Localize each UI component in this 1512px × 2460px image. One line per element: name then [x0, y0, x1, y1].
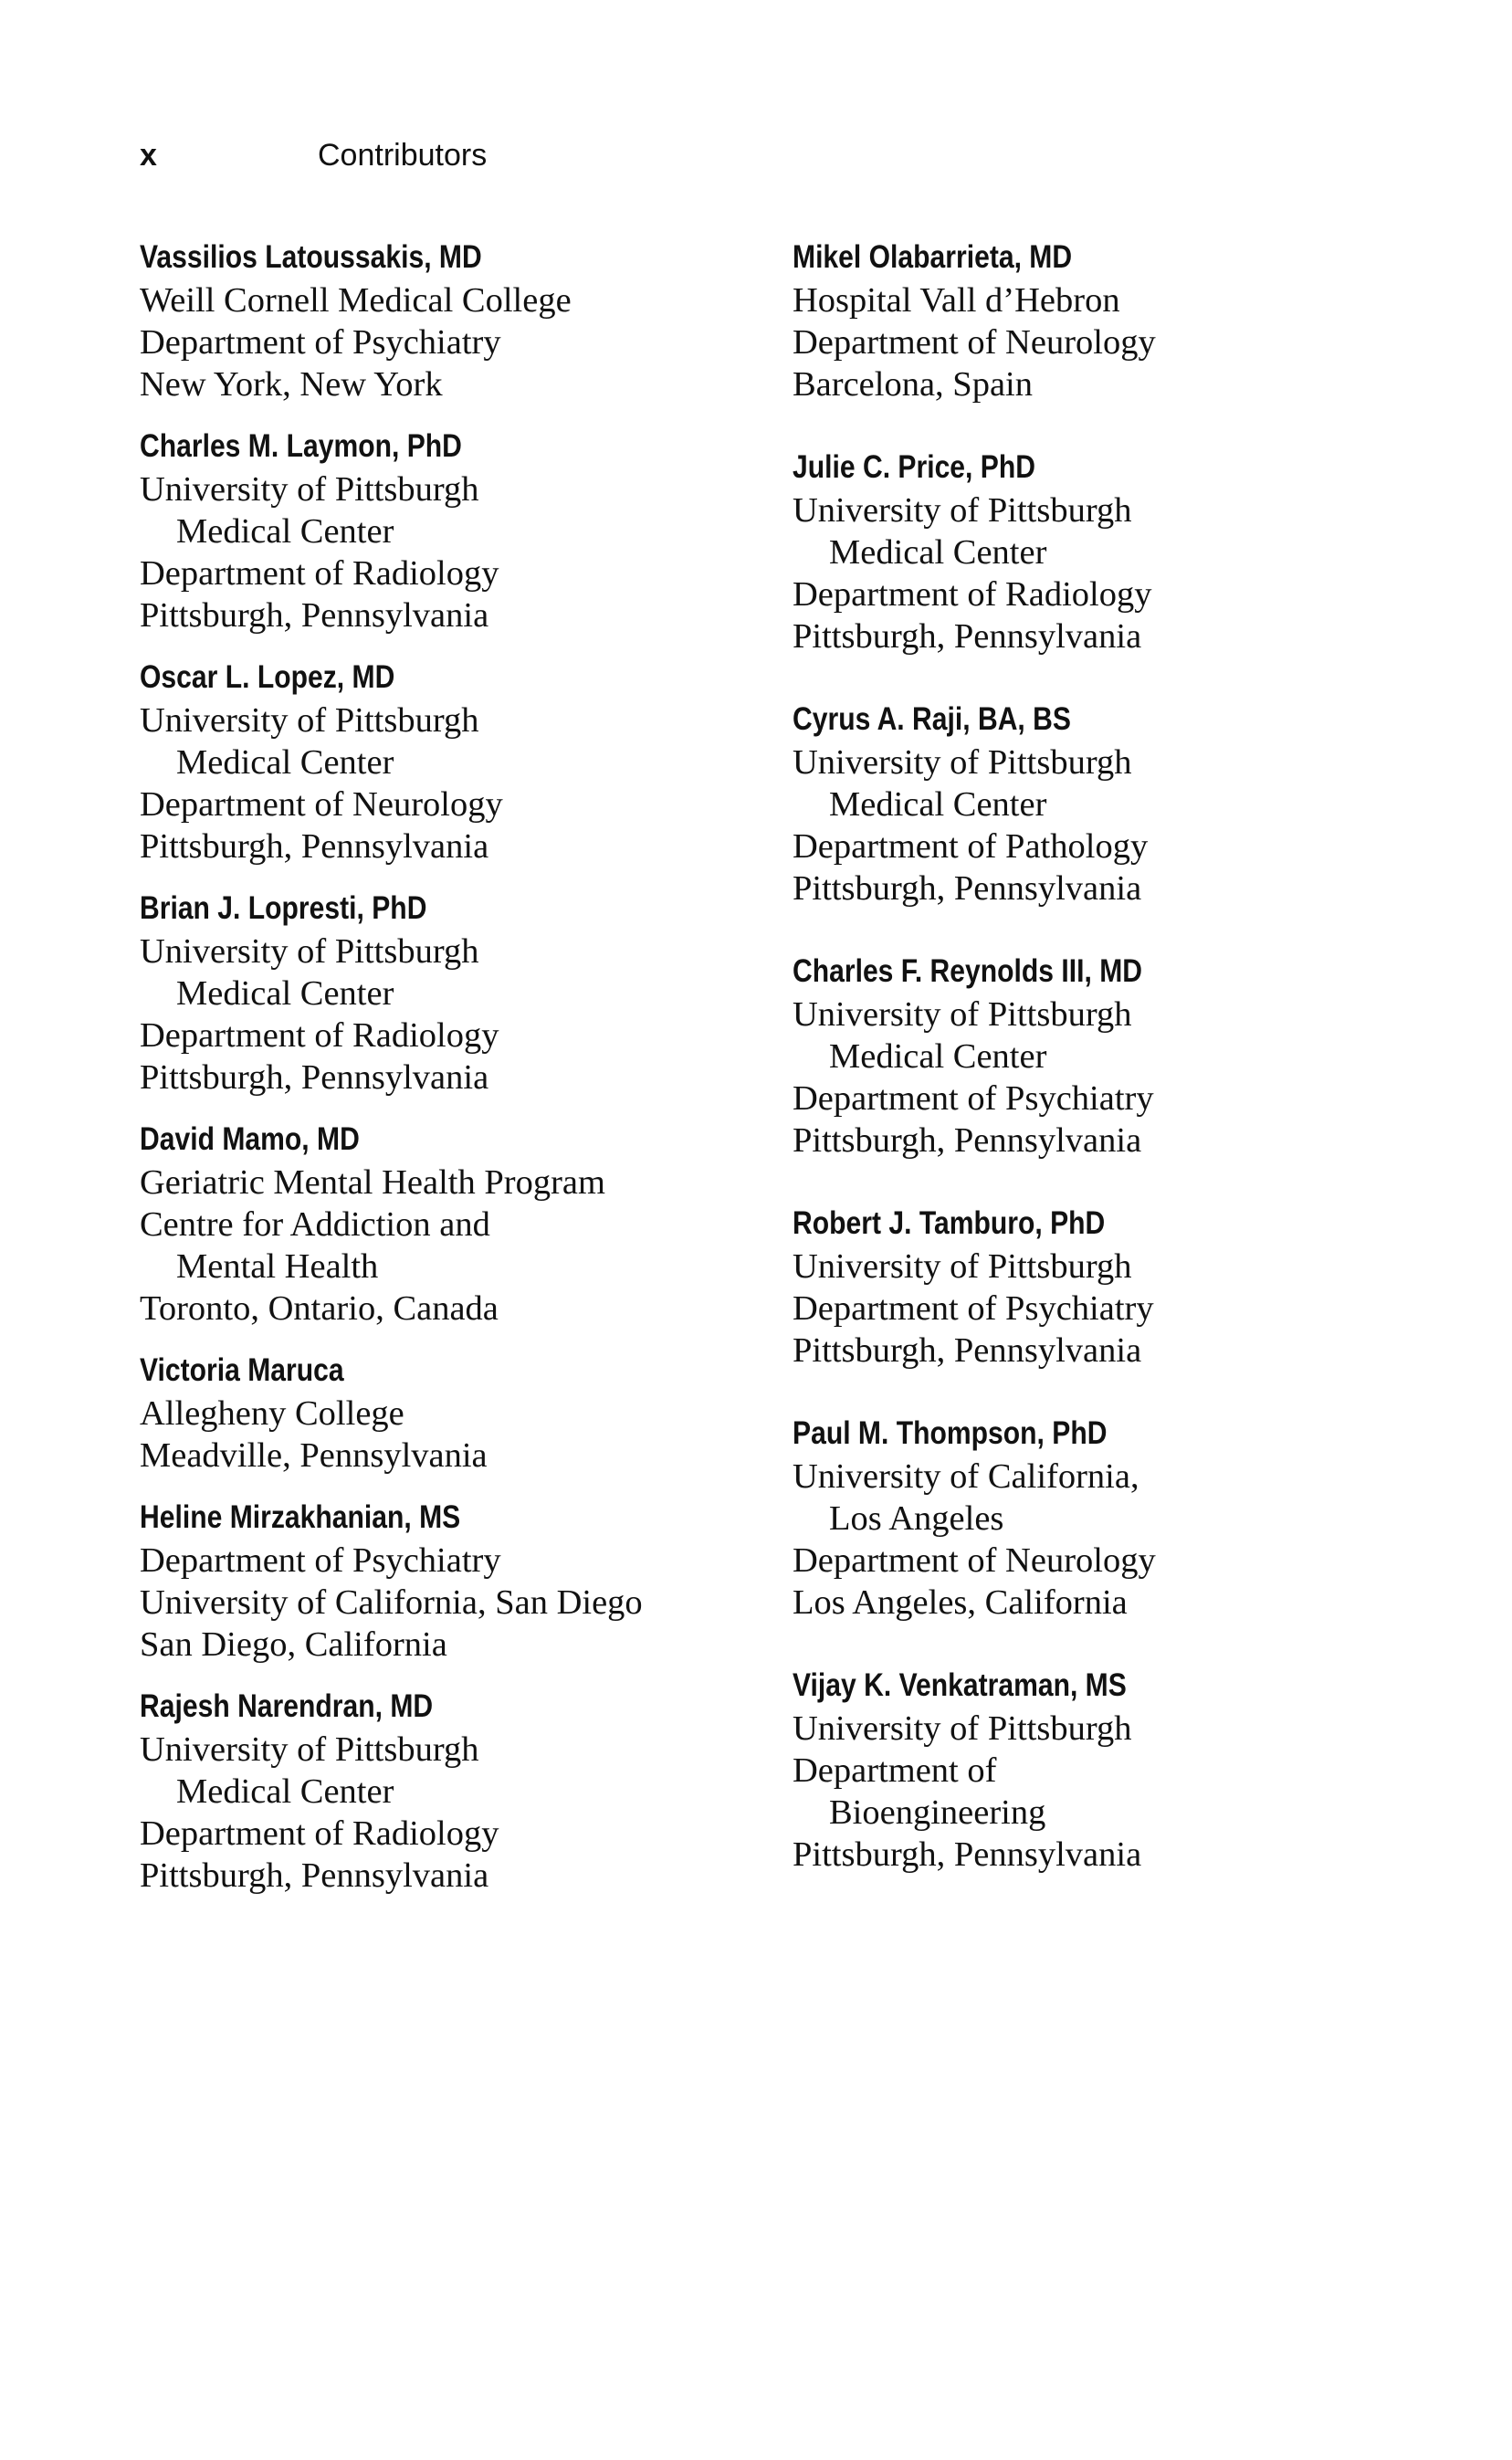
affiliation-line: University of Pittsburgh: [793, 1709, 1132, 1748]
affiliation-line: New York, New York: [140, 365, 443, 404]
running-header: [140, 133, 487, 177]
contributor-entry: [140, 656, 770, 867]
affiliation-line: Department of Neurology: [793, 323, 1156, 362]
affiliation-line: Department of Neurology: [140, 785, 503, 824]
affiliation-line: Pittsburgh, Pennsylvania: [140, 1058, 489, 1097]
affiliation-line: Pittsburgh, Pennsylvania: [793, 1331, 1142, 1370]
affiliation-line: Medical Center: [176, 974, 394, 1013]
affiliation-line: Department of Radiology: [140, 1016, 499, 1055]
affiliation-line: University of Pittsburgh: [793, 743, 1132, 782]
contributor-name: Paul M. Thompson, PhD: [793, 1415, 1108, 1451]
affiliation-line: Department of Psychiatry: [793, 1289, 1154, 1328]
contributor-entry: [140, 236, 770, 405]
affiliation-line: Medical Center: [176, 743, 394, 782]
affiliation-line: University of California,: [793, 1457, 1139, 1496]
affiliation-line: San Diego, California: [140, 1625, 447, 1664]
contributors-column-left: [140, 236, 770, 1916]
contributor-name: Rajesh Narendran, MD: [140, 1688, 434, 1724]
affiliation-line: University of Pittsburgh: [140, 701, 479, 740]
contributor-name: David Mamo, MD: [140, 1121, 360, 1157]
affiliation-line: Department of Radiology: [140, 554, 499, 593]
contributor-entry: [793, 236, 1423, 405]
contributor-name: Cyrus A. Raji, BA, BS: [793, 701, 1071, 737]
affiliation-line: University of Pittsburgh: [793, 491, 1132, 530]
affiliation-line: Department of Psychiatry: [140, 323, 501, 362]
affiliation-line: Geriatric Mental Health Program: [140, 1163, 605, 1202]
affiliation-line: Medical Center: [176, 1772, 394, 1811]
affiliation-line: University of California, San Diego: [140, 1583, 643, 1622]
contributor-entry: [140, 1349, 770, 1477]
affiliation-line: Pittsburgh, Pennsylvania: [793, 1835, 1142, 1874]
affiliation-line: University of Pittsburgh: [793, 1247, 1132, 1286]
affiliation-line: Medical Center: [829, 1037, 1047, 1076]
contributor-entry: [793, 446, 1423, 657]
contributor-entry: [140, 1685, 770, 1897]
contributor-entry: [793, 950, 1423, 1162]
affiliation-line: Department of Neurology: [793, 1541, 1156, 1580]
contributor-name: Charles F. Reynolds III, MD: [793, 953, 1143, 989]
affiliation-line: University of Pittsburgh: [140, 932, 479, 971]
affiliation-line: University of Pittsburgh: [140, 470, 479, 509]
contributors-column-right: [793, 236, 1423, 1916]
affiliation-line: Department of Psychiatry: [140, 1541, 501, 1580]
affiliation-line: Pittsburgh, Pennsylvania: [140, 1856, 489, 1895]
contributor-name: Victoria Maruca: [140, 1352, 344, 1388]
affiliation-line: Pittsburgh, Pennsylvania: [793, 869, 1142, 908]
page-number: x: [140, 137, 157, 173]
affiliation-line: Weill Cornell Medical College: [140, 281, 572, 320]
affiliation-line: Mental Health: [176, 1247, 379, 1286]
affiliation-line: Los Angeles: [829, 1499, 1004, 1538]
affiliation-line: Department of Radiology: [140, 1814, 499, 1853]
affiliation-line: University of Pittsburgh: [793, 995, 1132, 1034]
contributor-name: Oscar L. Lopez, MD: [140, 659, 395, 695]
contributor-name: Charles M. Laymon, PhD: [140, 428, 462, 464]
contributor-entry: [140, 1496, 770, 1666]
affiliation-line: Department of Pathology: [793, 827, 1149, 866]
contributor-name: Heline Mirzakhanian, MS: [140, 1499, 461, 1535]
affiliation-line: Pittsburgh, Pennsylvania: [793, 617, 1142, 656]
affiliation-line: Meadville, Pennsylvania: [140, 1436, 488, 1475]
affiliation-line: Pittsburgh, Pennsylvania: [140, 596, 489, 635]
affiliation-line: Bioengineering: [829, 1793, 1046, 1832]
affiliation-line: Pittsburgh, Pennsylvania: [140, 827, 489, 866]
affiliation-line: Hospital Vall d’Hebron: [793, 281, 1120, 320]
contributor-name: Mikel Olabarrieta, MD: [793, 239, 1073, 275]
affiliation-line: Medical Center: [176, 512, 394, 551]
contributor-entry: [140, 425, 770, 636]
affiliation-line: Los Angeles, California: [793, 1583, 1128, 1622]
affiliation-line: Department of Radiology: [793, 575, 1152, 614]
contributor-name: Julie C. Price, PhD: [793, 449, 1035, 485]
contributor-name: Vassilios Latoussakis, MD: [140, 239, 482, 275]
affiliation-line: Department of Psychiatry: [793, 1079, 1154, 1118]
contributor-name: Vijay K. Venkatraman, MS: [793, 1667, 1127, 1703]
contributor-entry: [140, 1118, 770, 1330]
contributor-entry: [793, 698, 1423, 909]
affiliation-line: Barcelona, Spain: [793, 365, 1033, 404]
affiliation-line: Medical Center: [829, 533, 1047, 572]
affiliation-line: University of Pittsburgh: [140, 1730, 479, 1769]
affiliation-line: Allegheny College: [140, 1394, 404, 1433]
contributor-name: Brian J. Lopresti, PhD: [140, 890, 427, 926]
affiliation-line: Pittsburgh, Pennsylvania: [793, 1121, 1142, 1160]
contributor-name: Robert J. Tamburo, PhD: [793, 1205, 1106, 1241]
affiliation-line: Centre for Addiction and: [140, 1205, 490, 1244]
affiliation-line: Toronto, Ontario, Canada: [140, 1289, 499, 1328]
contributor-entry: [793, 1202, 1423, 1372]
contributor-entry: [140, 887, 770, 1099]
contributor-entry: [793, 1412, 1423, 1624]
affiliation-line: Department of: [793, 1751, 997, 1790]
running-head-title: Contributors: [318, 137, 488, 173]
contributor-entry: [793, 1664, 1423, 1876]
affiliation-line: Medical Center: [829, 785, 1047, 824]
